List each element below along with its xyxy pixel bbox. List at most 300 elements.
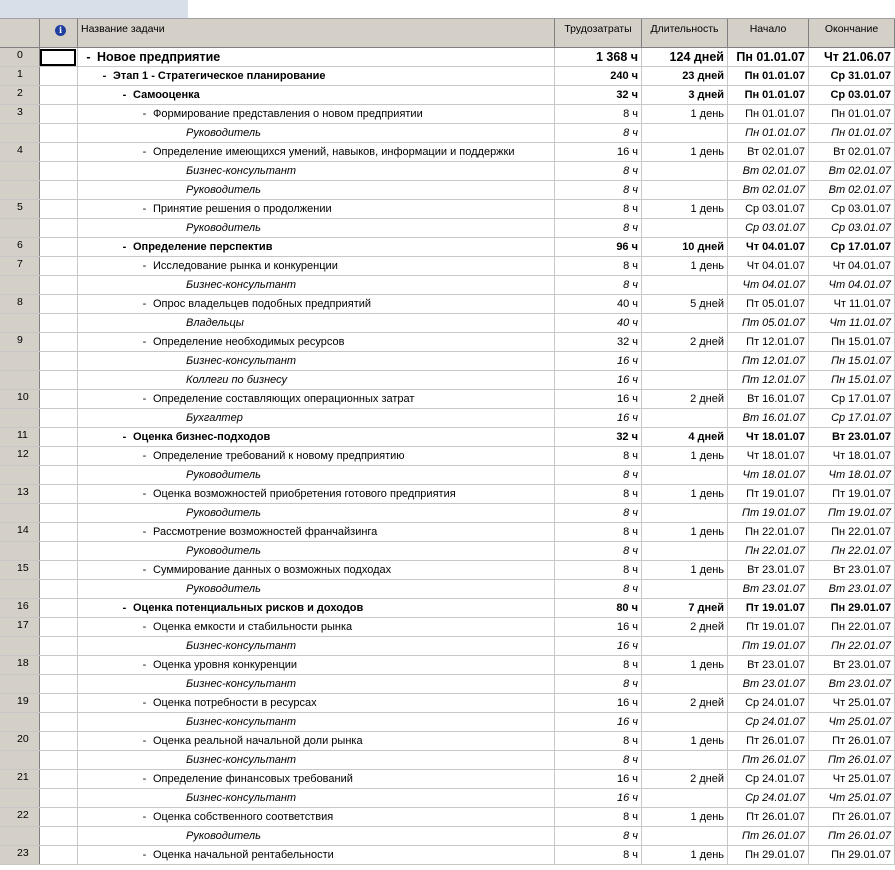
start-cell[interactable]: Вт 02.01.07 <box>728 162 809 180</box>
work-cell[interactable]: 8 ч <box>555 124 642 142</box>
row-id-cell[interactable] <box>0 371 40 389</box>
duration-cell[interactable]: 3 дней <box>642 86 728 104</box>
resource-assignment-row[interactable] <box>0 751 895 770</box>
indicator-cell[interactable] <box>40 409 78 427</box>
task-row[interactable] <box>0 846 895 865</box>
duration-cell[interactable]: 7 дней <box>642 599 728 617</box>
outline-collapse-toggle[interactable]: - <box>142 526 147 538</box>
finish-cell[interactable]: Чт 04.01.07 <box>809 257 895 275</box>
task-name-cell[interactable] <box>78 599 555 617</box>
start-cell[interactable]: Ср 24.01.07 <box>728 694 809 712</box>
work-cell[interactable]: 8 ч <box>555 485 642 503</box>
work-cell[interactable]: 8 ч <box>555 504 642 522</box>
row-id-cell[interactable] <box>0 751 40 769</box>
finish-cell[interactable]: Ср 31.01.07 <box>809 67 895 85</box>
outline-collapse-toggle[interactable]: - <box>142 735 147 747</box>
outline-collapse-toggle[interactable]: - <box>142 659 147 671</box>
outline-collapse-toggle[interactable]: - <box>122 241 127 253</box>
duration-cell[interactable] <box>642 219 728 237</box>
duration-cell[interactable] <box>642 580 728 598</box>
duration-cell[interactable]: 2 дней <box>642 694 728 712</box>
work-cell[interactable]: 8 ч <box>555 276 642 294</box>
summary-task-row[interactable] <box>0 48 895 67</box>
task-name-cell[interactable] <box>78 105 555 123</box>
indicator-cell[interactable] <box>40 789 78 807</box>
task-name-cell[interactable] <box>78 124 555 142</box>
start-cell[interactable]: Ср 03.01.07 <box>728 219 809 237</box>
resource-assignment-row[interactable] <box>0 124 895 143</box>
start-cell[interactable]: Чт 04.01.07 <box>728 276 809 294</box>
work-cell[interactable]: 32 ч <box>555 428 642 446</box>
start-cell[interactable]: Пт 26.01.07 <box>728 732 809 750</box>
duration-cell[interactable] <box>642 675 728 693</box>
resource-assignment-row[interactable] <box>0 314 895 333</box>
task-name-cell[interactable] <box>78 466 555 484</box>
finish-cell[interactable]: Вт 23.01.07 <box>809 580 895 598</box>
row-id-cell[interactable]: 15 <box>0 561 40 579</box>
start-cell[interactable]: Вт 23.01.07 <box>728 580 809 598</box>
duration-cell[interactable]: 2 дней <box>642 333 728 351</box>
work-cell[interactable]: 8 ч <box>555 162 642 180</box>
finish-cell[interactable]: Вт 02.01.07 <box>809 181 895 199</box>
indicator-cell[interactable] <box>40 219 78 237</box>
task-name-cell[interactable] <box>78 48 555 66</box>
start-cell[interactable]: Пн 22.01.07 <box>728 542 809 560</box>
resource-assignment-row[interactable] <box>0 181 895 200</box>
work-cell[interactable]: 16 ч <box>555 143 642 161</box>
outline-collapse-toggle[interactable]: - <box>142 393 147 405</box>
task-row[interactable] <box>0 732 895 751</box>
row-id-cell[interactable] <box>0 637 40 655</box>
task-row[interactable] <box>0 390 895 409</box>
finish-cell[interactable]: Чт 11.01.07 <box>809 295 895 313</box>
task-name-cell[interactable] <box>78 713 555 731</box>
task-row[interactable] <box>0 105 895 124</box>
indicator-cell[interactable] <box>40 124 78 142</box>
indicator-cell[interactable] <box>40 67 78 85</box>
finish-cell[interactable]: Чт 25.01.07 <box>809 713 895 731</box>
task-name-cell[interactable] <box>78 352 555 370</box>
duration-cell[interactable]: 1 день <box>642 523 728 541</box>
duration-cell[interactable]: 1 день <box>642 808 728 826</box>
finish-cell[interactable]: Чт 18.01.07 <box>809 447 895 465</box>
row-id-cell[interactable]: 14 <box>0 523 40 541</box>
row-id-cell[interactable]: 12 <box>0 447 40 465</box>
task-name-cell[interactable] <box>78 637 555 655</box>
duration-cell[interactable]: 1 день <box>642 656 728 674</box>
start-cell[interactable]: Вт 23.01.07 <box>728 675 809 693</box>
start-cell[interactable]: Пт 26.01.07 <box>728 751 809 769</box>
finish-cell[interactable]: Чт 21.06.07 <box>809 48 895 66</box>
task-name-cell[interactable] <box>78 314 555 332</box>
outline-collapse-toggle[interactable]: - <box>142 336 147 348</box>
task-name-cell[interactable] <box>78 846 555 864</box>
finish-cell[interactable]: Пн 01.01.07 <box>809 124 895 142</box>
task-name-cell[interactable] <box>78 694 555 712</box>
indicator-cell[interactable] <box>40 428 78 446</box>
duration-cell[interactable] <box>642 162 728 180</box>
indicator-cell[interactable] <box>40 333 78 351</box>
task-row[interactable] <box>0 295 895 314</box>
task-name-cell[interactable] <box>78 789 555 807</box>
task-name-cell[interactable] <box>78 618 555 636</box>
row-id-cell[interactable]: 10 <box>0 390 40 408</box>
indicator-cell[interactable] <box>40 561 78 579</box>
row-id-cell[interactable] <box>0 675 40 693</box>
indicator-cell[interactable] <box>40 751 78 769</box>
finish-cell[interactable]: Вт 23.01.07 <box>809 656 895 674</box>
work-cell[interactable]: 96 ч <box>555 238 642 256</box>
summary-task-row[interactable] <box>0 86 895 105</box>
finish-cell[interactable]: Пт 26.01.07 <box>809 808 895 826</box>
task-name-cell[interactable] <box>78 200 555 218</box>
work-cell[interactable]: 1 368 ч <box>555 48 642 66</box>
outline-collapse-toggle[interactable]: - <box>142 773 147 785</box>
start-cell[interactable]: Пн 01.01.07 <box>728 48 809 66</box>
task-name-cell[interactable] <box>78 770 555 788</box>
column-header-duration[interactable]: Длительность <box>642 19 728 47</box>
row-id-cell[interactable]: 1 <box>0 67 40 85</box>
resource-assignment-row[interactable] <box>0 789 895 808</box>
finish-cell[interactable]: Ср 17.01.07 <box>809 238 895 256</box>
indicator-cell[interactable] <box>40 580 78 598</box>
row-id-cell[interactable]: 3 <box>0 105 40 123</box>
indicator-cell[interactable] <box>40 352 78 370</box>
row-id-cell[interactable]: 8 <box>0 295 40 313</box>
row-id-cell[interactable]: 9 <box>0 333 40 351</box>
start-cell[interactable]: Пт 26.01.07 <box>728 827 809 845</box>
row-id-cell[interactable]: 6 <box>0 238 40 256</box>
row-id-cell[interactable]: 18 <box>0 656 40 674</box>
row-id-cell[interactable] <box>0 276 40 294</box>
row-id-cell[interactable] <box>0 789 40 807</box>
finish-cell[interactable]: Пн 15.01.07 <box>809 352 895 370</box>
indicator-cell[interactable] <box>40 694 78 712</box>
start-cell[interactable]: Пт 26.01.07 <box>728 808 809 826</box>
row-id-cell[interactable]: 23 <box>0 846 40 864</box>
resource-assignment-row[interactable] <box>0 713 895 732</box>
indicator-cell[interactable] <box>40 162 78 180</box>
start-cell[interactable]: Пн 01.01.07 <box>728 86 809 104</box>
finish-cell[interactable]: Пн 22.01.07 <box>809 542 895 560</box>
indicator-cell[interactable] <box>40 105 78 123</box>
duration-cell[interactable] <box>642 124 728 142</box>
work-cell[interactable]: 8 ч <box>555 447 642 465</box>
work-cell[interactable]: 32 ч <box>555 86 642 104</box>
work-cell[interactable]: 8 ч <box>555 257 642 275</box>
finish-cell[interactable]: Вт 23.01.07 <box>809 561 895 579</box>
finish-cell[interactable]: Чт 25.01.07 <box>809 694 895 712</box>
select-all-corner[interactable] <box>0 19 40 47</box>
task-name-cell[interactable] <box>78 219 555 237</box>
row-id-cell[interactable]: 20 <box>0 732 40 750</box>
finish-cell[interactable]: Чт 25.01.07 <box>809 789 895 807</box>
indicator-cell[interactable] <box>40 181 78 199</box>
duration-cell[interactable]: 1 день <box>642 143 728 161</box>
task-name-cell[interactable] <box>78 276 555 294</box>
start-cell[interactable]: Пт 05.01.07 <box>728 314 809 332</box>
outline-collapse-toggle[interactable]: - <box>142 203 147 215</box>
work-cell[interactable]: 16 ч <box>555 618 642 636</box>
task-name-cell[interactable] <box>78 295 555 313</box>
task-name-cell[interactable] <box>78 580 555 598</box>
start-cell[interactable]: Пн 01.01.07 <box>728 124 809 142</box>
indicator-cell[interactable] <box>40 200 78 218</box>
task-name-cell[interactable] <box>78 656 555 674</box>
start-cell[interactable]: Пт 12.01.07 <box>728 371 809 389</box>
duration-cell[interactable]: 1 день <box>642 447 728 465</box>
resource-assignment-row[interactable] <box>0 637 895 656</box>
duration-cell[interactable] <box>642 713 728 731</box>
start-cell[interactable]: Вт 23.01.07 <box>728 656 809 674</box>
resource-assignment-row[interactable] <box>0 580 895 599</box>
work-cell[interactable]: 40 ч <box>555 314 642 332</box>
row-id-cell[interactable]: 17 <box>0 618 40 636</box>
finish-cell[interactable]: Чт 04.01.07 <box>809 276 895 294</box>
indicator-cell[interactable] <box>40 276 78 294</box>
outline-collapse-toggle[interactable]: - <box>122 431 127 443</box>
row-id-cell[interactable] <box>0 219 40 237</box>
indicator-cell[interactable] <box>40 637 78 655</box>
duration-cell[interactable] <box>642 504 728 522</box>
finish-cell[interactable]: Вт 02.01.07 <box>809 162 895 180</box>
work-cell[interactable]: 16 ч <box>555 789 642 807</box>
duration-cell[interactable]: 1 день <box>642 200 728 218</box>
finish-cell[interactable]: Пн 01.01.07 <box>809 105 895 123</box>
outline-collapse-toggle[interactable]: - <box>142 621 147 633</box>
duration-cell[interactable]: 4 дней <box>642 428 728 446</box>
start-cell[interactable]: Чт 04.01.07 <box>728 238 809 256</box>
row-id-cell[interactable] <box>0 124 40 142</box>
task-row[interactable] <box>0 656 895 675</box>
duration-cell[interactable] <box>642 409 728 427</box>
work-cell[interactable]: 16 ч <box>555 371 642 389</box>
work-cell[interactable]: 16 ч <box>555 713 642 731</box>
resource-assignment-row[interactable] <box>0 827 895 846</box>
start-cell[interactable]: Пт 19.01.07 <box>728 637 809 655</box>
row-id-cell[interactable]: 2 <box>0 86 40 104</box>
work-cell[interactable]: 16 ч <box>555 409 642 427</box>
row-id-cell[interactable] <box>0 181 40 199</box>
indicator-cell[interactable] <box>40 542 78 560</box>
work-cell[interactable]: 240 ч <box>555 67 642 85</box>
start-cell[interactable]: Пн 22.01.07 <box>728 523 809 541</box>
duration-cell[interactable] <box>642 371 728 389</box>
task-name-cell[interactable] <box>78 808 555 826</box>
row-id-cell[interactable] <box>0 314 40 332</box>
outline-collapse-toggle[interactable]: - <box>142 108 147 120</box>
indicator-cell[interactable] <box>40 447 78 465</box>
task-row[interactable] <box>0 523 895 542</box>
summary-task-row[interactable] <box>0 67 895 86</box>
task-name-cell[interactable] <box>78 751 555 769</box>
row-id-cell[interactable]: 5 <box>0 200 40 218</box>
task-name-cell[interactable] <box>78 162 555 180</box>
work-cell[interactable]: 16 ч <box>555 637 642 655</box>
outline-collapse-toggle[interactable]: - <box>142 849 147 861</box>
row-id-cell[interactable]: 19 <box>0 694 40 712</box>
finish-cell[interactable]: Пн 22.01.07 <box>809 637 895 655</box>
task-name-cell[interactable] <box>78 67 555 85</box>
indicator-cell[interactable] <box>40 618 78 636</box>
row-id-cell[interactable]: 22 <box>0 808 40 826</box>
resource-assignment-row[interactable] <box>0 276 895 295</box>
duration-cell[interactable] <box>642 276 728 294</box>
task-name-cell[interactable] <box>78 542 555 560</box>
work-cell[interactable]: 32 ч <box>555 333 642 351</box>
finish-cell[interactable]: Чт 11.01.07 <box>809 314 895 332</box>
outline-collapse-toggle[interactable]: - <box>122 89 127 101</box>
task-row[interactable] <box>0 694 895 713</box>
task-name-cell[interactable] <box>78 181 555 199</box>
start-cell[interactable]: Вт 16.01.07 <box>728 409 809 427</box>
finish-cell[interactable]: Пн 29.01.07 <box>809 599 895 617</box>
start-cell[interactable]: Чт 18.01.07 <box>728 466 809 484</box>
task-row[interactable] <box>0 257 895 276</box>
resource-assignment-row[interactable] <box>0 409 895 428</box>
work-cell[interactable]: 8 ч <box>555 219 642 237</box>
start-cell[interactable]: Вт 23.01.07 <box>728 561 809 579</box>
task-name-cell[interactable] <box>78 561 555 579</box>
indicator-cell[interactable] <box>40 732 78 750</box>
start-cell[interactable]: Пт 12.01.07 <box>728 352 809 370</box>
indicator-cell[interactable] <box>40 466 78 484</box>
task-row[interactable] <box>0 770 895 789</box>
finish-cell[interactable]: Ср 17.01.07 <box>809 390 895 408</box>
task-name-cell[interactable] <box>78 504 555 522</box>
column-header-indicators[interactable] <box>40 19 78 47</box>
task-row[interactable] <box>0 561 895 580</box>
outline-collapse-toggle[interactable]: - <box>142 450 147 462</box>
task-row[interactable] <box>0 447 895 466</box>
finish-cell[interactable]: Ср 17.01.07 <box>809 409 895 427</box>
duration-cell[interactable]: 1 день <box>642 105 728 123</box>
finish-cell[interactable]: Пн 15.01.07 <box>809 333 895 351</box>
task-row[interactable] <box>0 333 895 352</box>
work-cell[interactable]: 16 ч <box>555 390 642 408</box>
outline-collapse-toggle[interactable]: - <box>142 697 147 709</box>
outline-collapse-toggle[interactable]: - <box>142 298 147 310</box>
work-cell[interactable]: 8 ч <box>555 561 642 579</box>
outline-collapse-toggle[interactable]: - <box>142 811 147 823</box>
start-cell[interactable]: Пн 01.01.07 <box>728 105 809 123</box>
indicator-cell[interactable] <box>40 523 78 541</box>
work-cell[interactable]: 8 ч <box>555 542 642 560</box>
row-id-cell[interactable] <box>0 827 40 845</box>
work-cell[interactable]: 16 ч <box>555 352 642 370</box>
start-cell[interactable]: Пт 19.01.07 <box>728 599 809 617</box>
column-header-start[interactable]: Начало <box>728 19 809 47</box>
row-id-cell[interactable] <box>0 352 40 370</box>
duration-cell[interactable] <box>642 542 728 560</box>
row-id-cell[interactable]: 4 <box>0 143 40 161</box>
duration-cell[interactable] <box>642 637 728 655</box>
duration-cell[interactable] <box>642 827 728 845</box>
column-header-finish[interactable]: Окончание <box>809 19 895 47</box>
indicator-cell[interactable] <box>40 675 78 693</box>
duration-cell[interactable]: 23 дней <box>642 67 728 85</box>
row-id-cell[interactable] <box>0 504 40 522</box>
start-cell[interactable]: Пт 12.01.07 <box>728 333 809 351</box>
task-row[interactable] <box>0 143 895 162</box>
work-cell[interactable]: 8 ч <box>555 827 642 845</box>
finish-cell[interactable]: Ср 03.01.07 <box>809 219 895 237</box>
indicator-cell[interactable] <box>40 238 78 256</box>
task-row[interactable] <box>0 618 895 637</box>
column-header-name[interactable]: Название задачи <box>78 19 555 47</box>
row-id-cell[interactable]: 7 <box>0 257 40 275</box>
indicator-cell[interactable] <box>40 86 78 104</box>
duration-cell[interactable] <box>642 751 728 769</box>
work-cell[interactable]: 8 ч <box>555 846 642 864</box>
start-cell[interactable]: Чт 04.01.07 <box>728 257 809 275</box>
indicator-cell[interactable] <box>40 656 78 674</box>
task-name-cell[interactable] <box>78 390 555 408</box>
work-cell[interactable]: 8 ч <box>555 808 642 826</box>
finish-cell[interactable]: Пн 29.01.07 <box>809 846 895 864</box>
work-cell[interactable]: 8 ч <box>555 656 642 674</box>
indicator-cell[interactable] <box>40 143 78 161</box>
finish-cell[interactable]: Ср 03.01.07 <box>809 200 895 218</box>
task-name-cell[interactable] <box>78 485 555 503</box>
summary-task-row[interactable] <box>0 599 895 618</box>
row-id-cell[interactable] <box>0 580 40 598</box>
indicator-cell[interactable] <box>40 485 78 503</box>
start-cell[interactable]: Пт 05.01.07 <box>728 295 809 313</box>
work-cell[interactable]: 40 ч <box>555 295 642 313</box>
row-id-cell[interactable]: 0 <box>0 48 40 66</box>
work-cell[interactable]: 8 ч <box>555 181 642 199</box>
resource-assignment-row[interactable] <box>0 675 895 694</box>
resource-assignment-row[interactable] <box>0 219 895 238</box>
indicator-cell[interactable] <box>40 257 78 275</box>
work-cell[interactable]: 8 ч <box>555 523 642 541</box>
start-cell[interactable]: Ср 24.01.07 <box>728 713 809 731</box>
work-cell[interactable]: 8 ч <box>555 466 642 484</box>
resource-assignment-row[interactable] <box>0 504 895 523</box>
duration-cell[interactable]: 10 дней <box>642 238 728 256</box>
resource-assignment-row[interactable] <box>0 371 895 390</box>
finish-cell[interactable]: Пт 19.01.07 <box>809 504 895 522</box>
duration-cell[interactable]: 1 день <box>642 732 728 750</box>
finish-cell[interactable]: Вт 23.01.07 <box>809 675 895 693</box>
outline-collapse-toggle[interactable]: - <box>142 146 147 158</box>
start-cell[interactable]: Вт 16.01.07 <box>728 390 809 408</box>
work-cell[interactable]: 80 ч <box>555 599 642 617</box>
finish-cell[interactable]: Вт 02.01.07 <box>809 143 895 161</box>
start-cell[interactable]: Вт 02.01.07 <box>728 181 809 199</box>
work-cell[interactable]: 16 ч <box>555 770 642 788</box>
indicator-cell[interactable] <box>40 770 78 788</box>
task-row[interactable] <box>0 200 895 219</box>
finish-cell[interactable]: Пн 15.01.07 <box>809 371 895 389</box>
indicator-cell[interactable] <box>40 314 78 332</box>
task-name-cell[interactable] <box>78 675 555 693</box>
row-id-cell[interactable] <box>0 542 40 560</box>
indicator-cell[interactable] <box>40 390 78 408</box>
task-name-cell[interactable] <box>78 447 555 465</box>
resource-assignment-row[interactable] <box>0 466 895 485</box>
start-cell[interactable]: Вт 02.01.07 <box>728 143 809 161</box>
work-cell[interactable]: 8 ч <box>555 580 642 598</box>
work-cell[interactable]: 16 ч <box>555 694 642 712</box>
column-header-work[interactable]: Трудозатраты <box>555 19 642 47</box>
finish-cell[interactable]: Пн 22.01.07 <box>809 523 895 541</box>
row-id-cell[interactable] <box>0 466 40 484</box>
task-row[interactable] <box>0 485 895 504</box>
resource-assignment-row[interactable] <box>0 162 895 181</box>
row-id-cell[interactable] <box>0 713 40 731</box>
